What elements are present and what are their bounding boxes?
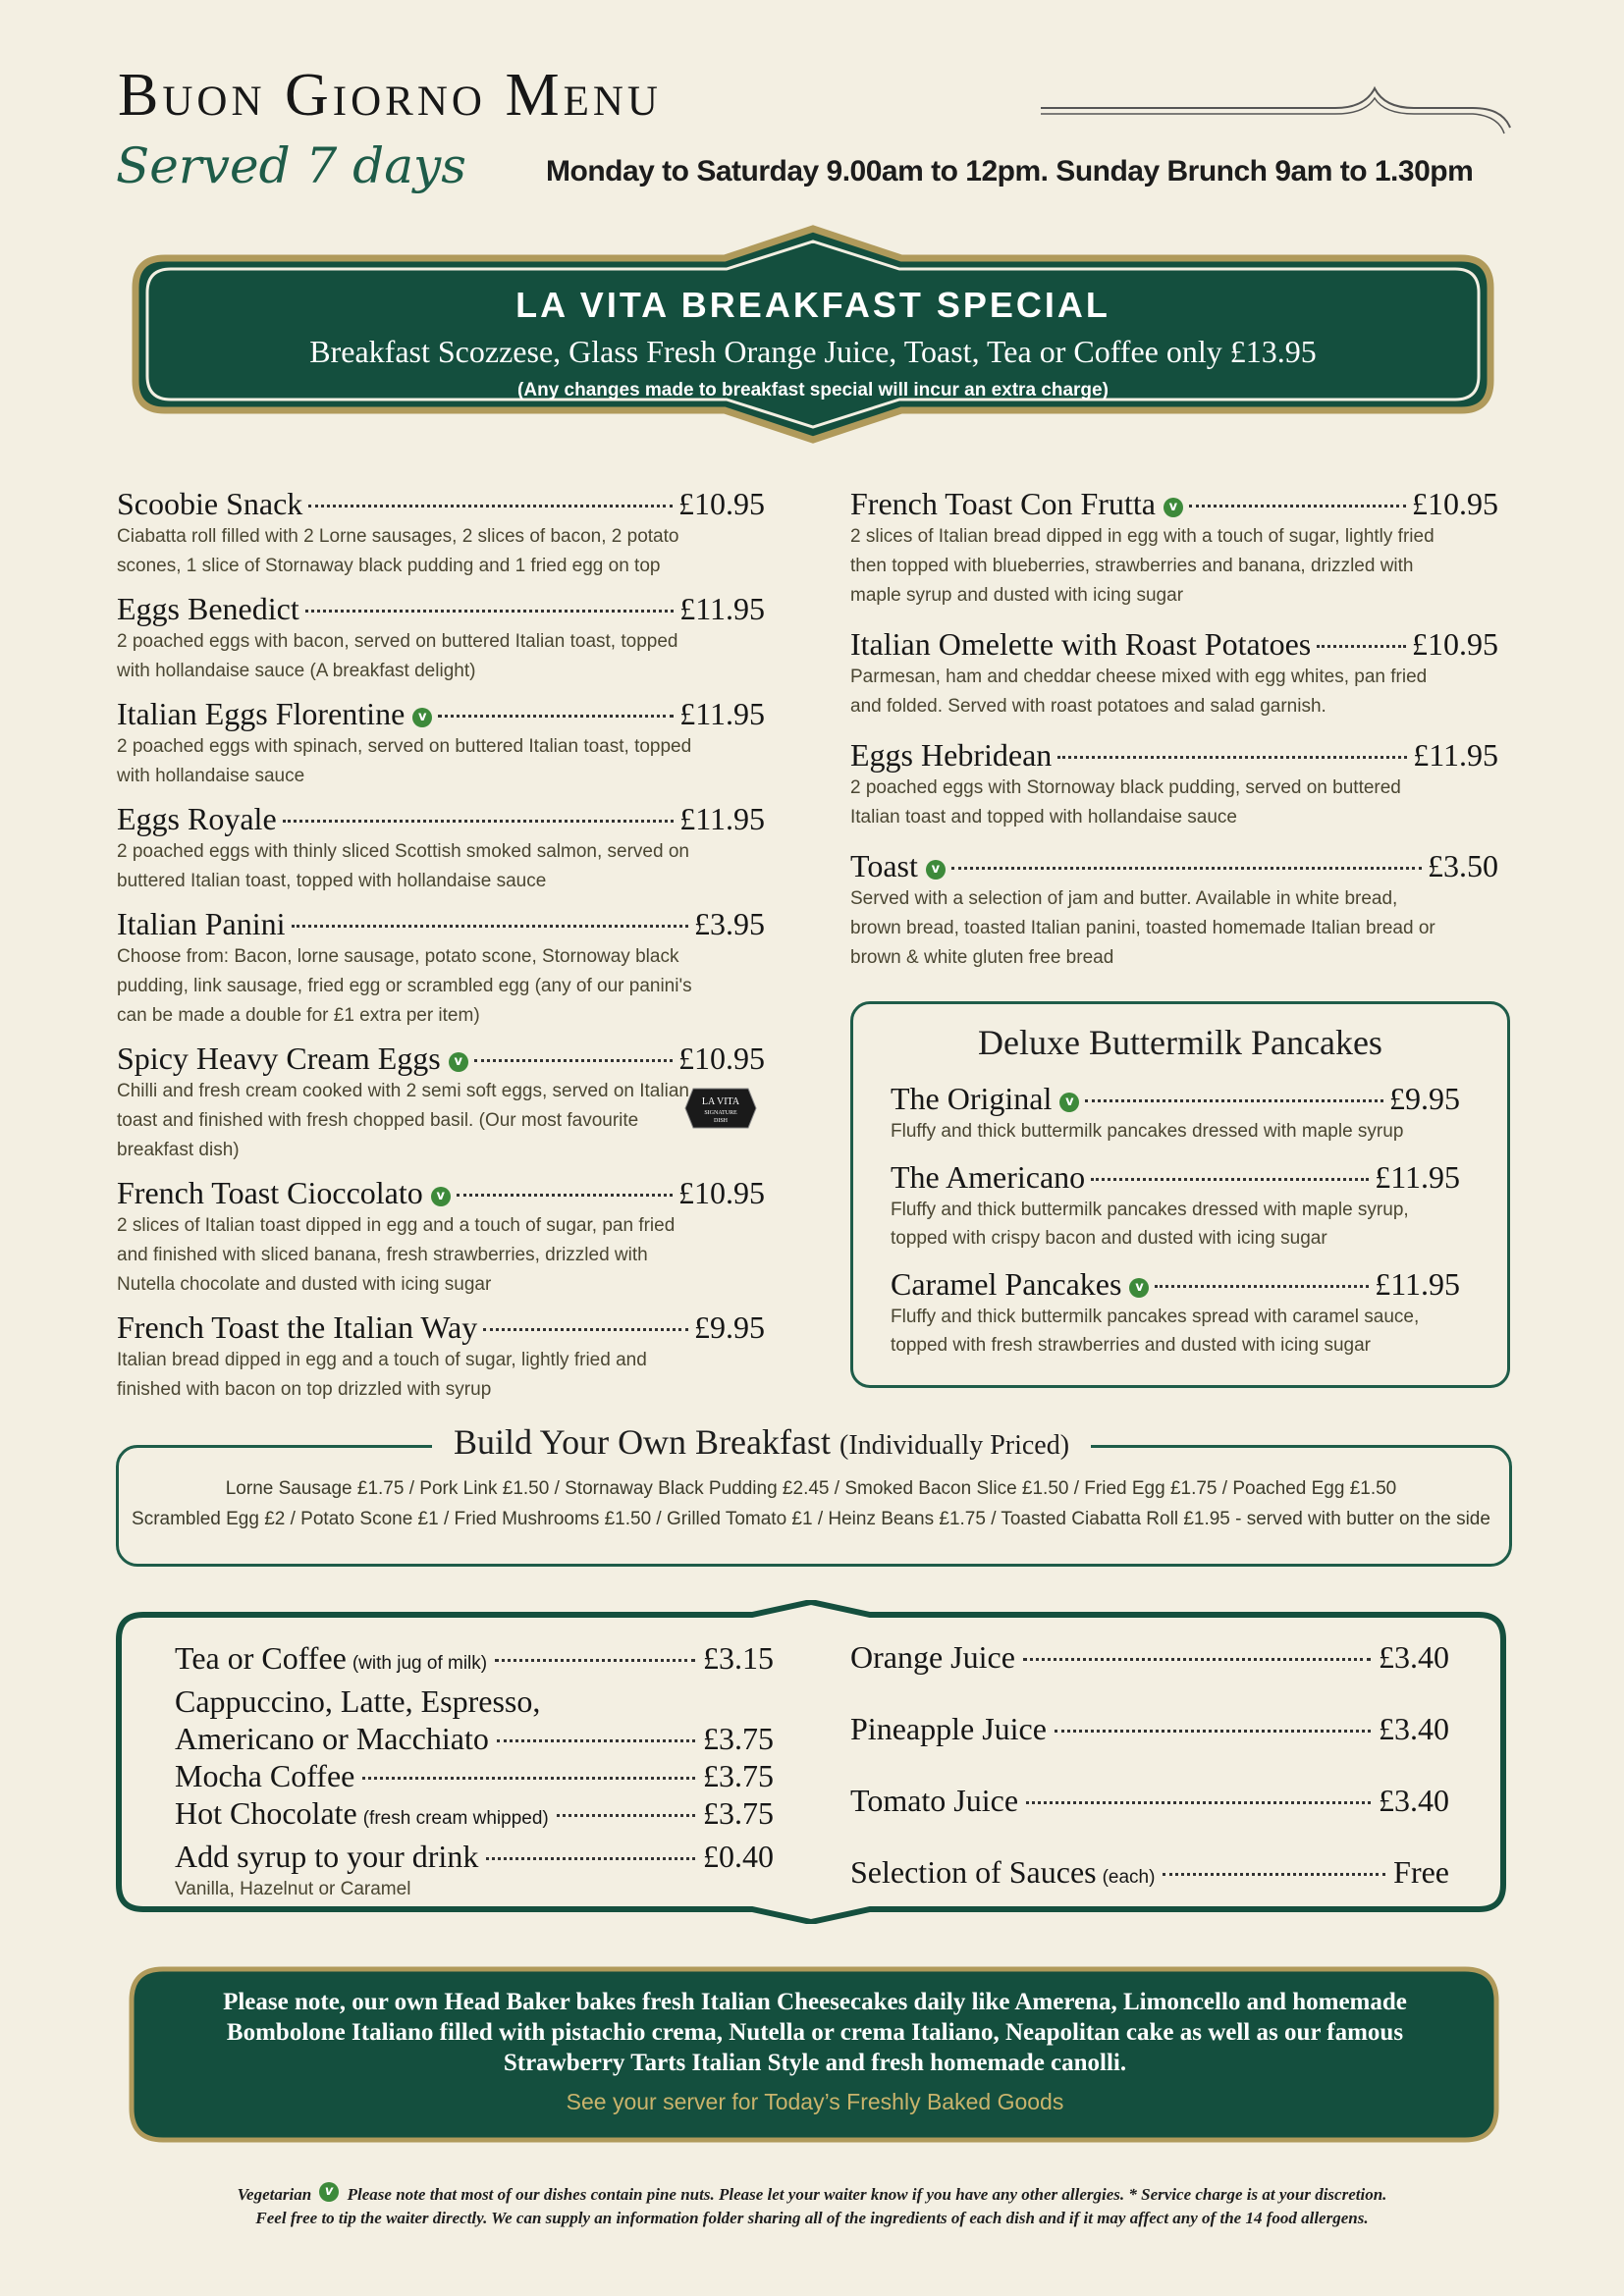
- dot-leader: [1023, 1658, 1371, 1661]
- drink-item: [850, 1854, 1449, 1891]
- menu-item-description: Chilli and fresh cream cooked with 2 semi soft eggs, served on Italian toast and finished with fresh chopped basil. (Our most favourite breakfast dish): [117, 1081, 689, 1160]
- drink-item: [175, 1838, 774, 1875]
- dot-leader: [495, 1659, 695, 1662]
- drink-price: £3.40: [1379, 1783, 1449, 1818]
- drink-name: Tomato Juice: [850, 1783, 1019, 1818]
- special-note: (Any changes made to breakfast special will incur an extra charge): [517, 380, 1109, 400]
- menu-item-description: Fluffy and thick buttermilk pancakes spread with caramel sauce, topped with fresh strawberries and dusted with icing sugar: [891, 1307, 1420, 1356]
- badge-line3: DISH: [713, 1118, 729, 1124]
- menu-item-description: Ciabatta roll filled with 2 Lorne sausages, 2 slices of bacon, 2 potato scones, 1 slice of Stornaway black pudding and 1 fried egg on top: [117, 526, 679, 576]
- menu-column-right: [850, 486, 1498, 988]
- menu-item-description: 2 poached eggs with Stornoway black pudding, served on buttered Italian toast and topped with hollandaise sauce: [850, 777, 1401, 828]
- dot-leader: [1085, 1099, 1383, 1102]
- menu-item-name: The Americano: [891, 1159, 1086, 1195]
- dot-leader: [1091, 1178, 1369, 1181]
- menu-item: [117, 801, 765, 896]
- menu-item-price: £11.95: [679, 696, 765, 731]
- drink-name: Orange Juice: [850, 1639, 1015, 1675]
- drink-item: [850, 1639, 1449, 1676]
- menu-item-price: £10.95: [678, 1041, 765, 1076]
- special-content: [126, 285, 1500, 401]
- vegetarian-icon: v: [412, 708, 432, 727]
- menu-item-name: French Toast Cioccolato: [117, 1175, 423, 1210]
- menu-item: [850, 848, 1498, 973]
- special-subtitle: Breakfast Scozzese, Glass Fresh Orange Juice, Toast, Tea or Coffee only £13.95: [309, 334, 1317, 369]
- menu-item-description: Italian bread dipped in egg and a touch of sugar, lightly fried and finished with bacon on top drizzled with syrup: [117, 1350, 647, 1400]
- footer-veg-label: Vegetarian: [237, 2185, 312, 2204]
- menu-item: [850, 626, 1498, 721]
- vegetarian-icon: v: [1164, 498, 1183, 517]
- menu-item-price: £10.95: [678, 1175, 765, 1210]
- dot-leader: [483, 1328, 688, 1331]
- menu-item-price: £11.95: [1413, 737, 1498, 773]
- menu-item: [891, 1081, 1460, 1146]
- drink-name: Add syrup to your drink: [175, 1839, 479, 1874]
- build-your-own-title: [432, 1421, 1091, 1463]
- dot-leader: [292, 925, 688, 928]
- drink-name: Hot Chocolate: [175, 1795, 357, 1831]
- pancakes-title: Deluxe Buttermilk Pancakes: [978, 1023, 1382, 1062]
- drink-name: Americano or Macchiato: [175, 1721, 489, 1756]
- footer-note: [128, 2183, 1496, 2230]
- drink-price: Free: [1393, 1854, 1449, 1890]
- byo-line-2: Scrambled Egg £2 / Potato Scone £1 / Fried Mushrooms £1.50 / Grilled Tomato £1 / Heinz Beans £1.75 / Toasted Ciabatta Roll £1.95 - served with butter on the side: [132, 1509, 1490, 1529]
- dot-leader: [474, 1059, 673, 1062]
- dot-leader: [1163, 1873, 1385, 1876]
- menu-item-description: Served with a selection of jam and butter. Available in white bread, brown bread, toasted Italian panini, toasted homemade Italian bread or brown & white gluten free bread: [850, 888, 1435, 968]
- drink-name: Cappuccino, Latte, Espresso,: [175, 1683, 541, 1719]
- menu-item: [117, 696, 765, 791]
- drink-price: £3.15: [703, 1640, 774, 1676]
- menu-item-price: £10.95: [1412, 626, 1498, 662]
- drink-item: [175, 1639, 774, 1682]
- menu-item: [891, 1159, 1460, 1253]
- menu-item-price: £11.95: [679, 591, 765, 626]
- menu-item-price: £10.95: [1412, 486, 1498, 521]
- page-title: Buon Giorno Menu: [118, 62, 662, 129]
- byo-line-1: Lorne Sausage £1.75 / Pork Link £1.50 / Stornaway Black Pudding £2.45 / Smoked Bacon Slice £1.50 / Fried Egg £1.75 / Poached Egg £1.50: [225, 1478, 1397, 1499]
- menu-item-row: [117, 696, 765, 732]
- menu-item-description: 2 poached eggs with bacon, served on buttered Italian toast, topped with hollandaise sauce (A breakfast delight): [117, 631, 678, 681]
- drink-note: (with jug of milk): [352, 1653, 488, 1674]
- menu-item-description: Fluffy and thick buttermilk pancakes dressed with maple syrup, topped with crispy bacon and dusted with icing sugar: [891, 1200, 1409, 1249]
- byo-title-text: Build Your Own Breakfast: [454, 1422, 831, 1462]
- menu-item-price: £11.95: [679, 801, 765, 836]
- drink-name: Tea or Coffee: [175, 1640, 347, 1676]
- dot-leader: [305, 610, 674, 613]
- menu-item-name: Italian Omelette with Roast Potatoes: [850, 626, 1312, 662]
- dot-leader: [486, 1857, 695, 1860]
- drink-price: £3.40: [1379, 1639, 1449, 1675]
- menu-item-name: French Toast the Italian Way: [117, 1309, 478, 1345]
- menu-item-name: The Original: [891, 1081, 1053, 1116]
- menu-item-price: £9.95: [694, 1309, 765, 1345]
- dot-leader: [1189, 505, 1406, 507]
- dot-leader: [438, 715, 674, 718]
- drink-note: (fresh cream whipped): [362, 1808, 549, 1829]
- menu-item-row: [891, 1081, 1460, 1117]
- menu-item: [850, 486, 1498, 611]
- vegetarian-icon: v: [926, 860, 946, 880]
- dot-leader: [497, 1739, 695, 1742]
- menu-item-name: Italian Eggs Florentine: [117, 696, 406, 731]
- menu-item-name: Italian Panini: [117, 906, 286, 941]
- menu-item-description: 2 slices of Italian toast dipped in egg and a touch of sugar, pan fried and finished with sliced banana, fresh strawberries, drizzled with Nutella chocolate and dusted with icing sugar: [117, 1215, 676, 1295]
- menu-item-row: [117, 1175, 765, 1211]
- menu-item-price: £11.95: [1375, 1266, 1460, 1302]
- menu-item-row: [850, 486, 1498, 522]
- bakery-note-cta: See your server for Today’s Freshly Baked Goods: [566, 2089, 1064, 2114]
- drink-price: £0.40: [703, 1839, 774, 1874]
- dot-leader: [308, 505, 673, 507]
- menu-item: [117, 1175, 765, 1300]
- special-title: LA VITA BREAKFAST SPECIAL: [515, 285, 1110, 325]
- dot-leader: [1057, 756, 1407, 759]
- dot-leader: [1155, 1285, 1369, 1288]
- menu-item-name: Caramel Pancakes: [891, 1266, 1122, 1302]
- byo-title-note: (Individually Priced): [839, 1430, 1070, 1461]
- menu-item: [891, 1266, 1460, 1360]
- drink-price: £3.75: [703, 1721, 774, 1756]
- menu-item-description: 2 poached eggs with spinach, served on buttered Italian toast, topped with hollandaise sauce: [117, 736, 692, 786]
- menu-item-description: Fluffy and thick buttermilk pancakes dressed with maple syrup: [891, 1121, 1404, 1142]
- drink-price: £3.75: [703, 1795, 774, 1831]
- menu-item-price: £3.95: [694, 906, 765, 941]
- badge-line2: SIGNATURE: [704, 1110, 737, 1116]
- menu-item-description: Parmesan, ham and cheddar cheese mixed with egg whites, pan fried and folded. Served with roast potatoes and salad garnish.: [850, 667, 1428, 717]
- menu-item-row: [891, 1159, 1460, 1196]
- signature-dish-badge: [683, 1085, 758, 1132]
- opening-hours: Monday to Saturday 9.00am to 12pm. Sunday Brunch 9am to 1.30pm: [546, 155, 1474, 187]
- menu-item-row: [117, 591, 765, 627]
- drink-name: Mocha Coffee: [175, 1758, 355, 1793]
- dot-leader: [362, 1777, 695, 1780]
- served-days: Served 7 days: [116, 137, 466, 194]
- menu-item-price: £9.95: [1389, 1081, 1460, 1116]
- drinks-left-column: [175, 1639, 774, 1904]
- vegetarian-icon: v: [319, 2182, 339, 2202]
- drink-item: [175, 1720, 774, 1757]
- menu-item-name: Toast: [850, 848, 918, 883]
- menu-item-price: £11.95: [1375, 1159, 1460, 1195]
- menu-item-row: [850, 626, 1498, 663]
- menu-item: [117, 591, 765, 686]
- menu-item: [117, 1309, 765, 1405]
- drink-item: [850, 1711, 1449, 1747]
- decorative-flourish: [1041, 69, 1512, 137]
- menu-item-row: [850, 737, 1498, 774]
- drinks-right-column: [850, 1639, 1449, 1926]
- drink-item: [175, 1757, 774, 1794]
- drink-price: £3.40: [1379, 1711, 1449, 1746]
- menu-item-description: 2 poached eggs with thinly sliced Scottish smoked salmon, served on buttered Italian toast, topped with hollandaise sauce: [117, 841, 689, 891]
- drink-subtext: Vanilla, Hazelnut or Caramel: [175, 1879, 411, 1899]
- menu-item-price: £3.50: [1428, 848, 1498, 883]
- vegetarian-icon: v: [1059, 1093, 1079, 1112]
- menu-item: [117, 486, 765, 581]
- dot-leader: [283, 820, 675, 823]
- menu-item: [117, 906, 765, 1031]
- footer-text-1: Please note that most of our dishes contain pine nuts. Please let your waiter know if you have any other allergies. * Service charge is at your discretion.: [347, 2185, 1387, 2204]
- drink-note: (each): [1102, 1867, 1156, 1888]
- dot-leader: [951, 867, 1422, 870]
- menu-item-name: Eggs Royale: [117, 801, 277, 836]
- build-your-own-box: [116, 1445, 1512, 1567]
- drink-price: £3.75: [703, 1758, 774, 1793]
- menu-item-row: [850, 848, 1498, 884]
- menu-item: [850, 737, 1498, 832]
- menu-item-row: [117, 801, 765, 837]
- footer-text-2: Feel free to tip the waiter directly. We can supply an information folder sharing all of the ingredients of each dish and if it may affect any of the 14 food allergens.: [255, 2209, 1369, 2227]
- menu-item-row: [117, 486, 765, 522]
- dot-leader: [1317, 645, 1406, 648]
- drink-item: [175, 1682, 774, 1720]
- menu-item-name: Eggs Benedict: [117, 591, 299, 626]
- menu-item-row: [117, 1041, 765, 1077]
- dot-leader: [1026, 1801, 1371, 1804]
- dot-leader: [457, 1194, 673, 1197]
- vegetarian-icon: v: [449, 1052, 468, 1072]
- menu-item-name: Spicy Heavy Cream Eggs: [117, 1041, 441, 1076]
- menu-item-name: Eggs Hebridean: [850, 737, 1053, 773]
- vegetarian-icon: v: [431, 1187, 451, 1206]
- pancakes-list: [891, 1081, 1460, 1360]
- dot-leader: [1055, 1730, 1371, 1733]
- menu-item: [117, 1041, 765, 1165]
- menu-item-description: Choose from: Bacon, lorne sausage, potato scone, Stornoway black pudding, link sausage, fried egg or scrambled egg (any of our panini's can be made a double for £1 extra per item): [117, 946, 692, 1026]
- dot-leader: [557, 1814, 695, 1817]
- drink-item: [850, 1783, 1449, 1819]
- drink-item: [175, 1794, 774, 1838]
- pancakes-box: [850, 1001, 1510, 1388]
- vegetarian-icon: v: [1129, 1278, 1149, 1298]
- drink-name: Pineapple Juice: [850, 1711, 1047, 1746]
- menu-item-description: 2 slices of Italian bread dipped in egg with a touch of sugar, lightly fried then topped with blueberries, strawberries and banana, drizzled with maple syrup and dusted with icing sugar: [850, 526, 1435, 606]
- menu-column-left: [117, 486, 765, 1415]
- drink-name: Selection of Sauces: [850, 1854, 1097, 1890]
- menu-item-row: [117, 1309, 765, 1346]
- bakery-note-text: Please note, our own Head Baker bakes fresh Italian Cheesecakes daily like Amerena, Limoncello and homemade Bombolone Italiano filled with pistachio crema, Nutella or crema Italiano, Neapolitan cake as well as our famous Strawberry Tarts Italian Style and fresh homemade canolli.: [223, 1989, 1407, 2076]
- menu-item-name: French Toast Con Frutta: [850, 486, 1156, 521]
- badge-line1: LA VITA: [701, 1096, 740, 1107]
- menu-item-name: Scoobie Snack: [117, 486, 303, 521]
- menu-item-row: [891, 1266, 1460, 1303]
- menu-item-price: £10.95: [678, 486, 765, 521]
- menu-item-row: [117, 906, 765, 942]
